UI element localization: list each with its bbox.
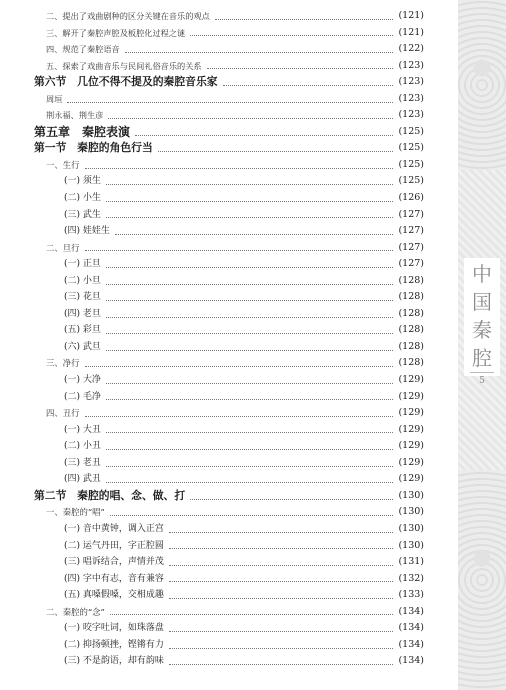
toc-entry-page: (130) — [398, 489, 424, 501]
toc-entry-page: (131) — [398, 556, 424, 568]
dot-leader — [106, 399, 394, 400]
toc-entry — [34, 306, 424, 323]
dot-leader — [223, 85, 394, 86]
toc-entry — [34, 587, 424, 604]
toc-entry-title: 第一节 秦腔的角色行当 — [34, 141, 153, 155]
toc-entry — [34, 422, 424, 439]
dot-leader — [106, 184, 394, 185]
toc-entry-title: 三、净行 — [46, 358, 80, 369]
toc-entry-title: 荆永福、荆生彦 — [46, 110, 104, 121]
dot-leader — [190, 35, 393, 36]
dot-leader — [115, 234, 394, 235]
dot-leader — [135, 135, 393, 136]
toc-entry-page: (129) — [398, 374, 424, 386]
dot-leader — [106, 284, 394, 285]
dot-leader — [106, 317, 394, 318]
toc-entry-page: (123) — [398, 59, 424, 71]
toc-entry-page: (127) — [398, 225, 424, 237]
toc-entry-title: (一) 须生 — [64, 176, 101, 187]
toc-entry-title: (四) 武丑 — [64, 474, 101, 485]
toc-entry-title: 五、探索了戏曲音乐与民间礼俗音乐的关系 — [46, 60, 202, 71]
toc-entry-page: (128) — [398, 291, 424, 303]
dot-leader — [190, 499, 393, 500]
toc-entry-page: (132) — [398, 572, 424, 584]
dot-leader — [215, 19, 394, 20]
toc-entry — [34, 389, 424, 406]
toc-entry-title: (三) 不是韵语，却有韵味 — [64, 656, 164, 667]
toc-entry — [34, 107, 424, 124]
toc-entry-title: (一) 大丑 — [64, 424, 101, 435]
toc-entry — [34, 41, 424, 58]
toc-entry-title: 第二节 秦腔的唱、念、做、打 — [34, 488, 186, 502]
toc-entry-title: 一、秦腔的“唱” — [46, 507, 105, 518]
toc-entry-title: (二) 小旦 — [64, 275, 101, 286]
toc-entry — [34, 91, 424, 108]
dot-leader — [85, 168, 394, 169]
toc-entry-page: (125) — [398, 175, 424, 187]
toc-entry — [34, 58, 424, 75]
toc-entry-title: 周垣 — [46, 93, 63, 104]
toc-entry-page: (130) — [398, 539, 424, 551]
toc-entry — [34, 571, 424, 588]
toc-entry — [34, 256, 424, 273]
toc-entry-title: (六) 武旦 — [64, 341, 101, 352]
toc-entry — [34, 538, 424, 555]
toc-entry-title: 一、生行 — [46, 159, 80, 170]
toc-entry — [34, 488, 424, 505]
dot-leader — [169, 565, 394, 566]
toc-entry-page: (129) — [398, 423, 424, 435]
toc-entry — [34, 455, 424, 472]
toc-entry-page: (127) — [398, 241, 424, 253]
toc-entry-title: (五) 彩旦 — [64, 325, 101, 336]
dot-leader — [158, 151, 394, 152]
toc-entry-page: (127) — [398, 258, 424, 270]
toc-entry-title: 四、规范了秦腔语音 — [46, 44, 120, 55]
toc-entry — [34, 240, 424, 257]
dot-leader — [85, 366, 394, 367]
toc-entry-title: (二) 抑扬顿挫，铿锵有力 — [64, 639, 164, 650]
toc-entry-title: 二、旦行 — [46, 242, 80, 253]
toc-entry-page: (129) — [398, 407, 424, 419]
toc-entry-page: (129) — [398, 390, 424, 402]
toc-entry — [34, 157, 424, 174]
dot-leader — [125, 52, 394, 53]
toc-entry-page: (134) — [398, 622, 424, 634]
toc-entry-page: (128) — [398, 357, 424, 369]
toc-entry-page: (122) — [398, 43, 424, 55]
toc-entry-title: 三、解开了秦腔声腔及板腔化过程之谜 — [46, 27, 186, 38]
toc-entry — [34, 8, 424, 25]
toc-entry — [34, 207, 424, 224]
toc-entry-page: (133) — [398, 589, 424, 601]
dot-leader — [169, 581, 394, 582]
toc-entry — [34, 637, 424, 654]
toc-entry — [34, 554, 424, 571]
toc-entry-title: (三) 老丑 — [64, 457, 101, 468]
toc-entry-page: (125) — [398, 125, 424, 137]
toc-entry-page: (123) — [398, 109, 424, 121]
toc-entry-page: (134) — [398, 638, 424, 650]
dot-leader — [106, 300, 394, 301]
dot-leader — [106, 466, 394, 467]
toc-entry-title: 四、丑行 — [46, 408, 80, 419]
toc-entry — [34, 405, 424, 422]
toc-entry-title: (二) 小生 — [64, 193, 101, 204]
toc-entry — [34, 190, 424, 207]
pattern-band-bottom — [458, 470, 506, 690]
dot-leader — [169, 664, 394, 665]
dot-leader — [106, 383, 394, 384]
toc-entry — [34, 124, 424, 141]
dot-leader — [67, 102, 393, 103]
dot-leader — [85, 416, 394, 417]
dot-leader — [106, 449, 394, 450]
toc-entry-page: (134) — [398, 655, 424, 667]
toc-entry — [34, 289, 424, 306]
dot-leader — [85, 250, 394, 251]
toc-entry-title: (三) 武生 — [64, 209, 101, 220]
toc-entry-title: 第六节 几位不得不提及的秦腔音乐家 — [34, 75, 218, 89]
toc-entry-page: (125) — [398, 158, 424, 170]
dot-leader — [106, 217, 394, 218]
dot-leader — [106, 350, 394, 351]
dot-leader — [110, 614, 394, 615]
toc-entry-page: (130) — [398, 506, 424, 518]
toc-entry — [34, 173, 424, 190]
toc-entry — [34, 322, 424, 339]
dot-leader — [169, 648, 394, 649]
toc-entry-page: (125) — [398, 142, 424, 154]
toc-entry — [34, 521, 424, 538]
toc-entry-title: (一) 咬字吐词，如珠落盘 — [64, 623, 164, 634]
page-number: 5 — [479, 376, 485, 386]
toc-entry-page: (129) — [398, 440, 424, 452]
toc-entry-page: (126) — [398, 192, 424, 204]
dot-leader — [169, 548, 394, 549]
toc-entry-title: (三) 唱诉结合，声情并茂 — [64, 557, 164, 568]
toc-entry-title: (三) 花旦 — [64, 292, 101, 303]
toc-entry — [34, 355, 424, 372]
toc-entry — [34, 620, 424, 637]
toc-entry — [34, 653, 424, 670]
toc-entry-title: (二) 毛净 — [64, 391, 101, 402]
toc-entry-title: (二) 运气丹田，字正腔圆 — [64, 540, 164, 551]
toc-entry-title: (一) 大净 — [64, 375, 101, 386]
dot-leader — [110, 515, 394, 516]
toc-entry-title: (一) 音中黄钟，调入正宫 — [64, 523, 164, 534]
toc-entry-page: (128) — [398, 307, 424, 319]
book-title-char: 腔 — [472, 345, 492, 370]
toc-entry — [34, 74, 424, 91]
dot-leader — [108, 118, 393, 119]
dot-leader — [106, 482, 394, 483]
table-of-contents — [34, 8, 424, 670]
toc-entry — [34, 273, 424, 290]
toc-entry-page: (128) — [398, 324, 424, 336]
toc-entry — [34, 140, 424, 157]
book-title-char: 国 — [472, 289, 492, 314]
dot-leader — [106, 267, 394, 268]
toc-entry-page: (121) — [398, 26, 424, 38]
toc-entry-page: (129) — [398, 456, 424, 468]
toc-entry — [34, 504, 424, 521]
book-title-char: 秦 — [472, 317, 492, 342]
toc-entry — [34, 438, 424, 455]
toc-entry-title: (二) 小丑 — [64, 441, 101, 452]
toc-entry — [34, 339, 424, 356]
dot-leader — [207, 68, 394, 69]
toc-entry-title: (一) 正旦 — [64, 259, 101, 270]
dot-leader — [106, 432, 394, 433]
book-title-vertical — [464, 258, 500, 376]
toc-entry-page: (129) — [398, 473, 424, 485]
toc-entry — [34, 604, 424, 621]
toc-entry-title: 第五章 秦腔表演 — [34, 124, 131, 139]
book-title-char: 中 — [472, 261, 492, 286]
toc-entry-page: (130) — [398, 522, 424, 534]
toc-entry-title: (四) 娃娃生 — [64, 226, 110, 237]
toc-entry-page: (128) — [398, 340, 424, 352]
dot-leader — [106, 201, 394, 202]
dot-leader — [169, 532, 394, 533]
toc-entry-page: (121) — [398, 10, 424, 21]
toc-entry-page: (134) — [398, 605, 424, 617]
dot-leader — [169, 631, 394, 632]
toc-entry-title: (四) 字中有志，音有兼容 — [64, 573, 164, 584]
pattern-band-top — [458, 0, 506, 170]
toc-entry-page: (127) — [398, 208, 424, 220]
toc-entry-page: (123) — [398, 76, 424, 88]
page-number-rule — [470, 372, 494, 373]
toc-entry — [34, 471, 424, 488]
toc-entry-title: (五) 真嗓假嗓，交相成趣 — [64, 590, 164, 601]
toc-entry — [34, 25, 424, 42]
toc-entry-title: 二、秦腔的“念” — [46, 606, 105, 617]
toc-entry-title: (四) 老旦 — [64, 308, 101, 319]
dot-leader — [106, 333, 394, 334]
toc-entry — [34, 372, 424, 389]
toc-entry-page: (128) — [398, 274, 424, 286]
toc-entry — [34, 223, 424, 240]
toc-entry-page: (123) — [398, 92, 424, 104]
dot-leader — [169, 598, 394, 599]
toc-entry-title: 二、提出了戏曲剧种的区分关键在音乐的观点 — [46, 11, 210, 21]
